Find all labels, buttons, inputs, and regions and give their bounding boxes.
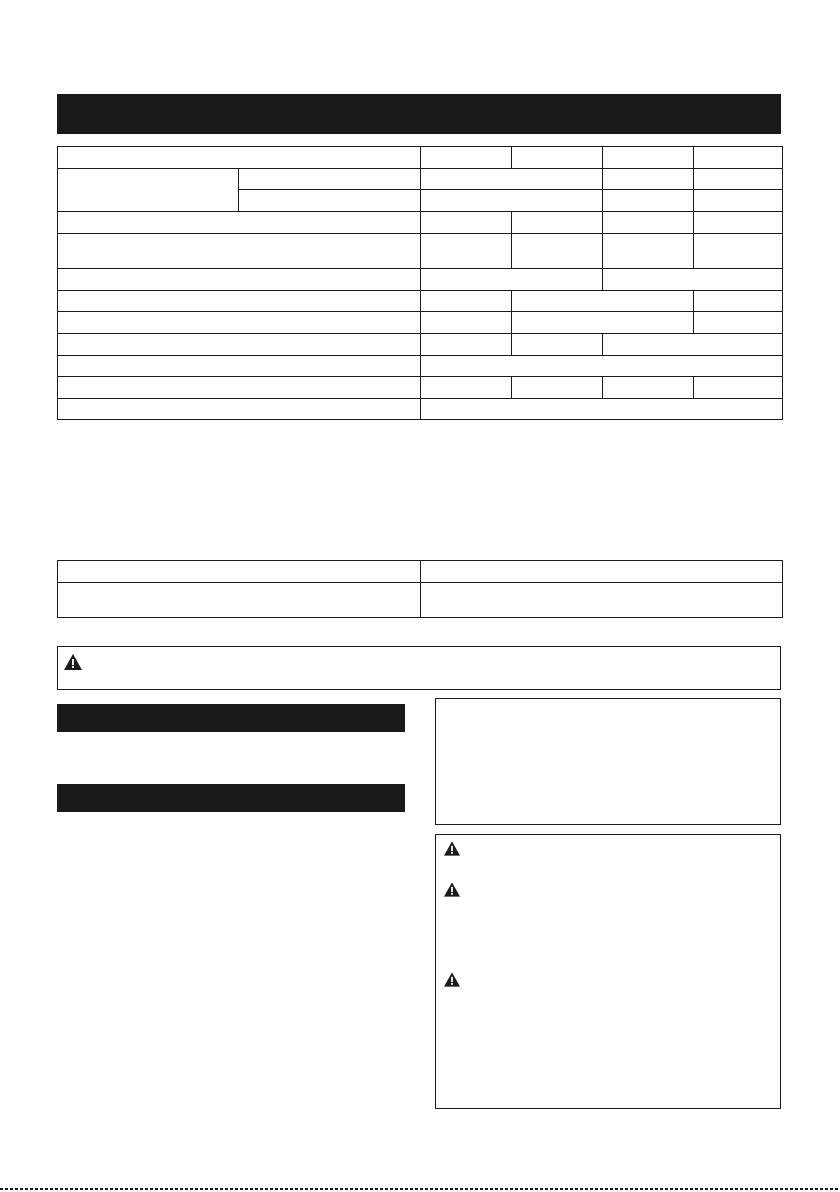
table-cell bbox=[421, 169, 603, 190]
table-row bbox=[58, 399, 783, 420]
table-row bbox=[58, 583, 783, 618]
table-cell bbox=[603, 169, 694, 190]
table-cell bbox=[512, 334, 603, 356]
table-cell bbox=[58, 356, 421, 377]
table-cell bbox=[58, 269, 421, 291]
table-cell bbox=[694, 377, 783, 399]
page-edge-dashes bbox=[0, 1186, 840, 1192]
table-cell bbox=[512, 147, 603, 169]
table-cell bbox=[512, 377, 603, 399]
table-cell bbox=[512, 312, 694, 334]
table-row bbox=[58, 561, 783, 583]
table-cell bbox=[58, 169, 239, 212]
table-cell bbox=[603, 269, 783, 291]
table-cell bbox=[58, 212, 421, 234]
warning-icon bbox=[444, 972, 460, 987]
table-row bbox=[58, 356, 783, 377]
table-row bbox=[58, 312, 783, 334]
table-cell bbox=[603, 234, 694, 269]
table-cell bbox=[512, 234, 603, 269]
table-row bbox=[58, 147, 783, 169]
table-cell bbox=[421, 212, 512, 234]
warning-box bbox=[57, 646, 781, 690]
table-row bbox=[58, 269, 783, 291]
battery-table bbox=[57, 560, 783, 618]
table-cell bbox=[603, 334, 783, 356]
table-cell bbox=[58, 147, 421, 169]
table-cell bbox=[694, 190, 783, 212]
warning-icon bbox=[444, 882, 460, 897]
table-cell bbox=[694, 169, 783, 190]
caution-box bbox=[435, 834, 781, 1109]
table-row bbox=[58, 234, 783, 269]
table-row bbox=[58, 334, 783, 356]
table-cell bbox=[58, 234, 421, 269]
table-cell bbox=[512, 291, 694, 312]
table-cell bbox=[421, 291, 512, 312]
table-cell bbox=[58, 399, 421, 420]
section-title-bar bbox=[57, 784, 405, 812]
table-cell bbox=[421, 334, 512, 356]
table-cell bbox=[421, 377, 512, 399]
table-row bbox=[58, 212, 783, 234]
table-cell bbox=[421, 356, 783, 377]
table-cell bbox=[421, 147, 512, 169]
table-cell bbox=[239, 190, 421, 212]
table-cell bbox=[58, 334, 421, 356]
table-cell bbox=[421, 561, 783, 583]
specifications-title-bar bbox=[57, 94, 781, 134]
table-cell bbox=[58, 583, 421, 618]
table-row bbox=[58, 377, 783, 399]
note-box bbox=[435, 698, 781, 825]
table-cell bbox=[58, 312, 421, 334]
table-cell bbox=[421, 234, 512, 269]
section-title-bar bbox=[57, 704, 405, 732]
table-cell bbox=[58, 291, 421, 312]
table-cell bbox=[694, 312, 783, 334]
warning-icon bbox=[444, 841, 460, 856]
table-row bbox=[58, 169, 783, 190]
table-cell bbox=[58, 377, 421, 399]
specifications-table bbox=[57, 146, 783, 420]
table-cell bbox=[603, 212, 694, 234]
table-cell bbox=[694, 291, 783, 312]
table-cell bbox=[694, 234, 783, 269]
table-row bbox=[58, 291, 783, 312]
table-cell bbox=[694, 147, 783, 169]
table-cell bbox=[603, 377, 694, 399]
table-cell bbox=[421, 190, 603, 212]
table-cell bbox=[512, 212, 603, 234]
table-cell bbox=[421, 399, 783, 420]
table-cell bbox=[421, 269, 603, 291]
table-cell bbox=[58, 561, 421, 583]
table-cell bbox=[239, 169, 421, 190]
table-cell bbox=[421, 312, 512, 334]
table-cell bbox=[603, 190, 694, 212]
table-cell bbox=[603, 147, 694, 169]
table-cell bbox=[694, 212, 783, 234]
table-cell bbox=[421, 583, 783, 618]
warning-icon bbox=[64, 654, 82, 670]
